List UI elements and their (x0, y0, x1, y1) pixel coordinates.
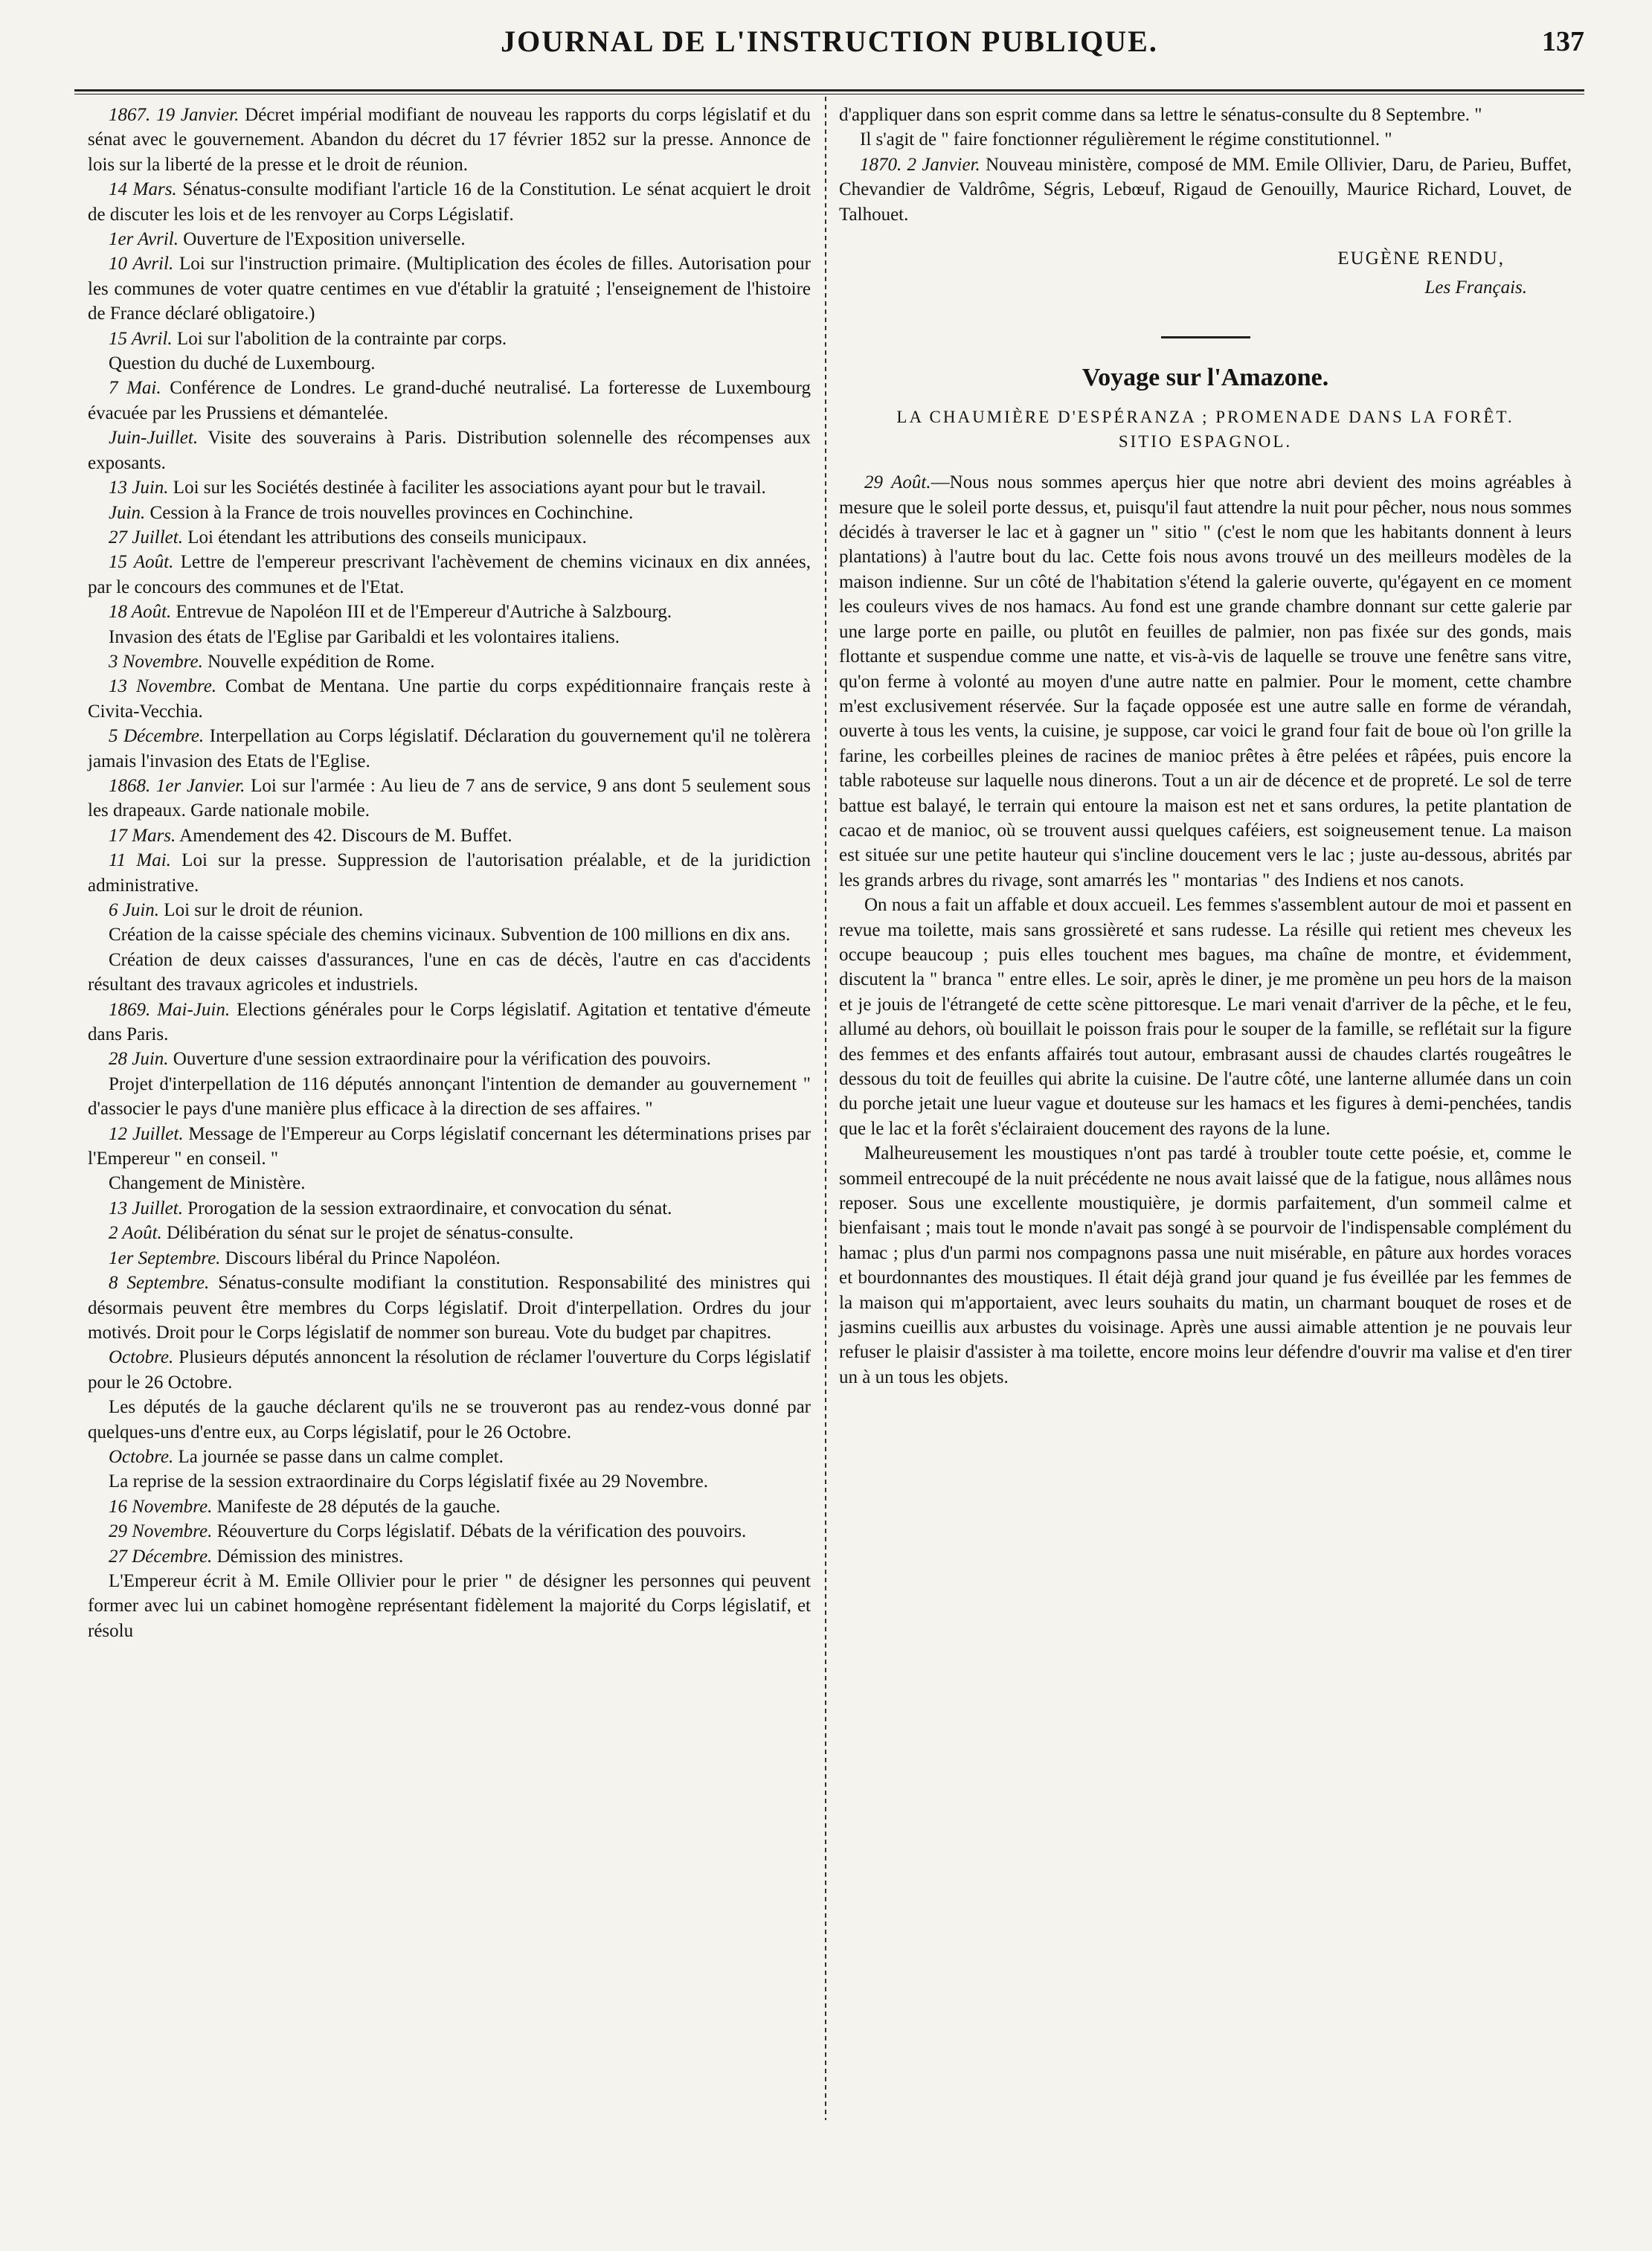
entry-text: Ouverture d'une session extraordinaire pour la vérification des pouvoirs. (168, 1049, 711, 1070)
text-entry (839, 103, 1572, 127)
entry-text: La reprise de la session extraordinaire du Corps législatif fixée au 29 Novembre. (109, 1471, 708, 1492)
signature-author: EUGÈNE RENDU, (1337, 248, 1505, 269)
entry-date: 28 Juin. (109, 1049, 169, 1070)
entry-date: 11 Mai. (109, 850, 171, 871)
entry-date: 13 Juin. (109, 478, 169, 498)
entry-date: 17 Mars. (109, 825, 176, 846)
article-subtitle: LA CHAUMIÈRE D'ESPÉRANZA ; PROMENADE DANS LA FORÊT. SITIO ESPAGNOL. (896, 408, 1514, 452)
text-entry (88, 550, 811, 600)
text-entry (88, 1072, 811, 1122)
entry-date: 16 Novembre. (109, 1496, 213, 1517)
entry-date: 15 Avril. (109, 328, 173, 349)
entry-text: Combat de Mentana. Une partie du corps expéditionnaire français reste à Civita-Vecchia. (88, 676, 811, 722)
journal-title: JOURNAL DE L'INSTRUCTION PUBLIQUE. (501, 25, 1158, 58)
text-entry (88, 251, 811, 326)
entry-text: Lettre de l'empereur prescrivant l'achèvement de chemins vicinaux en dix années, par le concours des communes et de l'Etat. (88, 552, 811, 597)
chronology-continuation (839, 103, 1572, 227)
text-entry (88, 227, 811, 251)
text-entry (88, 1271, 811, 1345)
text-entry (88, 625, 811, 649)
entry-text: —Nous nous sommes aperçus hier que notre abri devient des moins agréables à mesure que le soleil porte dessus, et, puisqu'il faut attendre la nuit pour pêcher, nous nous sommes décidés à traverser le lac et à gagner un " sitio " (c'est le nom que les habitants donnent à leurs plantations) à l'autre bout du lac. Cette fois nous avons trouvé un des meilleurs modèles de la maison indienne. Sur un côté de l'habitation s'étend la galerie ouverte, qu'égayent en ce moment les couleurs vives de nos hamacs. Au fond est une grande chambre donnant sur cette galerie par une large porte en paille, ou plutôt en feuilles de palmier, non pas fixée sur des gonds, mais flottante et suspendue comme une natte, et vis-à-vis de laquelle se trouve une fenêtre sans vitre, qu'on ferme à volonté au moyen d'une autre natte en palmier. Pour le moment, cette chambre m'est exclusivement réservée. Sur la façade opposée est une autre salle en forme de vérandah, ouverte à tous les vents, la cuisine, je suppose, car voici le grand four fait de boue où l'on grille la farine, les corbeilles pleines de racines de manioc prêtes à être pelées et râpées, puis encore la table raboteuse sur laquelle nous dinerons. Tout a un air de décence et de propreté. Le sol de terre battue est balayé, le terrain qui entoure la maison est net et sans ordures, la petite plantation de cacao et de manioc, où se trouvent aussi quelques caféiers, est soigneusement tenue. La maison est située sur une petite hauteur qui s'incline doucement vers le lac ; juste au-dessous, abrités par les grands arbres du rivage, sont amarrés les " montarias " des Indiens et nos canots. (839, 472, 1572, 890)
text-entry (88, 103, 811, 177)
entry-date: 29 Novembre. (109, 1521, 213, 1542)
text-entry (88, 823, 811, 848)
entry-text: Cession à la France de trois nouvelles provinces en Cochinchine. (145, 502, 634, 523)
entry-date: 12 Juillet. (109, 1123, 184, 1144)
text-entry (88, 351, 811, 376)
text-entry (88, 501, 811, 525)
entry-text: Les députés de la gauche déclarent qu'ils ne se trouveront pas au rendez-vous donné par quelques-uns d'entre eux, au Corps législatif, pour le 26 Octobre. (88, 1397, 811, 1442)
entry-date: 18 Août. (109, 602, 172, 623)
text-entry (88, 177, 811, 227)
entry-date: 29 Août. (864, 472, 931, 493)
entry-date: 13 Juillet. (109, 1198, 183, 1218)
text-entry (88, 848, 811, 898)
entry-date: 14 Mars. (109, 179, 177, 200)
text-entry (88, 376, 811, 426)
entry-date: 3 Novembre. (109, 651, 203, 672)
text-entry (88, 1544, 811, 1569)
entry-text: Visite des souverains à Paris. Distribution solennelle des récompenses aux exposants. (88, 428, 811, 473)
entry-date: 27 Décembre. (109, 1546, 213, 1567)
entry-text: Message de l'Empereur au Corps législatif concernant les déterminations prises par l'Empereur " en conseil. " (88, 1123, 811, 1169)
entry-text: Loi sur les Sociétés destinée à faciliter les associations ayant pour but le travail. (168, 478, 766, 498)
entry-text: Loi sur le droit de réunion. (159, 900, 364, 920)
entry-date: 6 Juin. (109, 900, 160, 920)
entry-date: 10 Avril. (109, 254, 174, 274)
header-rule (74, 89, 1584, 91)
text-entry (88, 1569, 811, 1643)
entry-date: 8 Septembre. (109, 1273, 210, 1294)
entry-text: Malheureusement les moustiques n'ont pas tardé à troubler toute cette poésie, et, comme le sommeil entrecoupé de la nuit précédente ne nous avait laissé que de la fatigue, nous allâmes nous reposer. Sous une excellente moustiquière, je dormis parfaitement, d'un sommeil calme et bienfaisant ; mais tout le monde n'avait pas songé à se pourvoir de l'indispensable complément du hamac ; plus d'un parmi nos compagnons passa une nuit misérable, en pâture aux hordes voraces et bourdonnantes des moustiques. Il était déjà grand jour quand je fus éveillée par les femmes de la maison qui m'apportaient, avec leurs souhaits du matin, un charmant bouquet de roses et de jasmins cueillis aux arbustes du voisinage. Après une aussi aimable attention je ne pouvais leur refuser le plaisir d'assister à ma toilette, encore moins leur défendre d'ouvrir ma valise et d'en tirer un à un tous les objets. (839, 1143, 1572, 1387)
entry-text: d'appliquer dans son esprit comme dans sa lettre le sénatus-consulte du 8 Septembre. " (839, 105, 1482, 125)
text-entry (88, 674, 811, 724)
entry-text: Elections générales pour le Corps législatif. Agitation et tentative d'émeute dans Paris. (88, 999, 811, 1045)
entry-text: Loi sur l'abolition de la contrainte par corps. (172, 328, 507, 349)
entry-text: Interpellation au Corps législatif. Déclaration du gouvernement qu'il ne tolèrera jamais l'invasion des Etats de l'Eglise. (88, 726, 811, 771)
article-body (839, 470, 1572, 1390)
entry-text: L'Empereur écrit à M. Emile Ollivier pour le prier " de désigner les personnes qui peuvent former avec lui un cabinet homogène représentant fidèlement la majorité du Corps législatif, et résolu (88, 1570, 811, 1641)
entry-text: Création de la caisse spéciale des chemins vicinaux. Subvention de 100 millions en dix ans. (109, 925, 791, 945)
entry-date: Octobre. (109, 1446, 174, 1467)
entry-date: 1er Avril. (109, 229, 179, 250)
entry-date: 1869. Mai-Juin. (109, 999, 231, 1020)
text-entry (839, 152, 1572, 227)
entry-text: Manifeste de 28 députés de la gauche. (212, 1496, 501, 1517)
entry-text: Loi étendant les attributions des conseils municipaux. (182, 527, 587, 548)
entry-text: La journée se passe dans un calme complet. (173, 1446, 504, 1467)
entry-text: On nous a fait un affable et doux accueil. Les femmes s'assemblent autour de moi et passent en revue ma toilette, mais sans grossièreté et sans rudesse. La résille qui retient mes cheveux les occupe beaucoup ; puis elles touchent mes bagues, ma chaîne de montre, et évidemment, discutent la " branca " entre elles. Le soir, après le diner, je me promène un peu hors de la maison et je jouis de l'étrangeté de cette scène pittoresque. Le mari venait d'arriver de la pêche, et le feu, allumé au dehors, où bouillait le poisson frais pour le souper de la famille, se reflétait sur la figure des femmes et des enfants affairés tout autour, embrasant aussi de chaudes clartés rougeâtres le dessous du toit de feuilles qui abrite la cuisine. De l'autre côté, une lanterne allumée dans un coin du porche jetait une lueur vague et douteuse sur les hamacs et les figures à demi-penchées, tandis que le lac et la forêt s'éclairaient doucement des rayons de la lune. (839, 895, 1572, 1139)
text-entry (88, 1445, 811, 1469)
text-entry (88, 1519, 811, 1544)
text-entry (88, 327, 811, 351)
entry-text: Sénatus-consulte modifiant la constitution. Responsabilité des ministres qui désormais peuvent être membres du Corps législatif. Droit d'interpellation. Ordres du jour motivés. Droit pour le Corps législatif de nommer son bureau. Vote du budget par chapitres. (88, 1273, 811, 1343)
entry-text: Loi sur la presse. Suppression de l'autorisation préalable, et de la juridiction administrative. (88, 850, 811, 896)
entry-date: 1er Septembre. (109, 1247, 221, 1268)
text-entry (88, 649, 811, 674)
text-entry (88, 922, 811, 947)
entry-date: 1867. 19 Janvier. (109, 105, 240, 125)
entry-text: Plusieurs députés annoncent la résolution de réclamer l'ouverture du Corps législatif pour le 26 Octobre. (88, 1347, 811, 1393)
entry-text: Réouverture du Corps législatif. Débats de la vérification des pouvoirs. (212, 1521, 747, 1542)
entry-text: Loi sur l'armée : Au lieu de 7 ans de service, 9 ans dont 5 seulement sous les drapeaux. Garde nationale mobile. (88, 775, 811, 821)
entry-date: 7 Mai. (109, 378, 161, 399)
entry-text: Délibération du sénat sur le projet de sénatus-consulte. (161, 1223, 574, 1244)
entry-date: 1868. 1er Janvier. (109, 775, 245, 796)
entry-date: 15 Août. (109, 552, 174, 573)
entry-text: Création de deux caisses d'assurances, l'une en cas de décès, l'autre en cas d'accidents résultant des travaux agricoles et industriels. (88, 949, 811, 995)
text-entry (88, 1469, 811, 1494)
text-entry (88, 948, 811, 998)
entry-date: 13 Novembre. (109, 676, 217, 697)
text-entry (839, 1141, 1572, 1390)
entry-text: Il s'agit de " faire fonctionner régulièrement le régime constitutionnel. " (860, 129, 1392, 150)
entry-text: Loi sur l'instruction primaire. (Multiplication des écoles de filles. Autorisation pour les communes de voter quatre centimes en vue d'établir la gratuité ; l'enseignement de l'histoire de France déclaré obligatoire.) (88, 254, 811, 324)
column-divider (825, 97, 826, 2120)
text-entry (839, 470, 1572, 893)
text-entry (88, 475, 811, 500)
entry-date: 2 Août. (109, 1223, 162, 1244)
text-entry (88, 525, 811, 550)
entry-text: Conférence de Londres. Le grand-duché neutralisé. La forteresse de Luxembourg évacuée par les Prussiens et démantelée. (88, 378, 811, 423)
text-entry (839, 127, 1572, 152)
entry-text: Prorogation de la session extraordinaire, et convocation du sénat. (182, 1198, 672, 1218)
entry-text: Invasion des états de l'Eglise par Garibaldi et les volontaires italiens. (109, 626, 620, 647)
entry-date: Juin. (109, 502, 146, 523)
entry-date: Octobre. (109, 1347, 174, 1368)
text-entry (88, 1395, 811, 1445)
text-entry (88, 1494, 811, 1519)
text-entry (88, 1122, 811, 1172)
text-entry (88, 1221, 811, 1245)
text-entry (88, 1345, 811, 1395)
entry-text: Projet d'interpellation de 116 députés annonçant l'intention de demander au gouvernement " d'associer le pays d'une manière plus efficace à la direction de ses affaires. " (88, 1073, 811, 1120)
entry-date: 1870. 2 Janvier. (860, 154, 980, 175)
text-entry (88, 724, 811, 774)
text-entry (88, 898, 811, 922)
entry-text: Ouverture de l'Exposition universelle. (178, 229, 466, 250)
text-entry (839, 893, 1572, 1141)
text-entry (88, 426, 811, 475)
entry-text: Discours libéral du Prince Napoléon. (220, 1247, 501, 1268)
entry-text: Décret impérial modifiant de nouveau les rapports du corps législatif et du sénat avec le gouvernement. Abandon du décret du 17 février 1852 sur la presse. Annonce de lois sur la liberté de la presse et le droit de réunion. (88, 105, 811, 175)
text-entry (88, 1047, 811, 1071)
entry-text: Question du duché de Luxembourg. (109, 353, 376, 374)
entry-text: Démission des ministres. (212, 1546, 404, 1567)
entry-text: Sénatus-consulte modifiant l'article 16 de la Constitution. Le sénat acquiert le droit de discuter les lois et de les renvoyer au Corps Législatif. (88, 179, 811, 225)
text-entry (88, 1246, 811, 1271)
page-header (74, 24, 1584, 71)
text-entry (88, 774, 811, 823)
right-column (839, 103, 1572, 1390)
signature-source: Les Français. (1424, 277, 1527, 298)
text-entry (88, 998, 811, 1047)
text-entry (88, 1196, 811, 1221)
entry-date: Juin-Juillet. (109, 428, 199, 449)
entry-date: 27 Juillet. (109, 527, 183, 548)
entry-text: Entrevue de Napoléon III et de l'Empereur d'Autriche à Salzbourg. (171, 602, 672, 623)
page-number: 137 (1542, 26, 1584, 57)
text-entry (88, 600, 811, 624)
text-entry (88, 1171, 811, 1195)
entry-text: Amendement des 42. Discours de M. Buffet. (176, 825, 512, 846)
section-separator (1161, 336, 1250, 338)
entry-text: Nouveau ministère, composé de MM. Emile Ollivier, Daru, de Parieu, Buffet, Chevandier de Valdrôme, Ségris, Lebœuf, Rigaud de Genouilly, Maurice Richard, Louvet, de Talhouet. (839, 154, 1572, 225)
entry-date: 5 Décembre. (109, 726, 205, 747)
left-column-chronology (88, 103, 811, 1643)
entry-text: Changement de Ministère. (109, 1173, 306, 1194)
entry-text: Nouvelle expédition de Rome. (202, 651, 435, 672)
article-title: Voyage sur l'Amazone. (1081, 363, 1329, 391)
